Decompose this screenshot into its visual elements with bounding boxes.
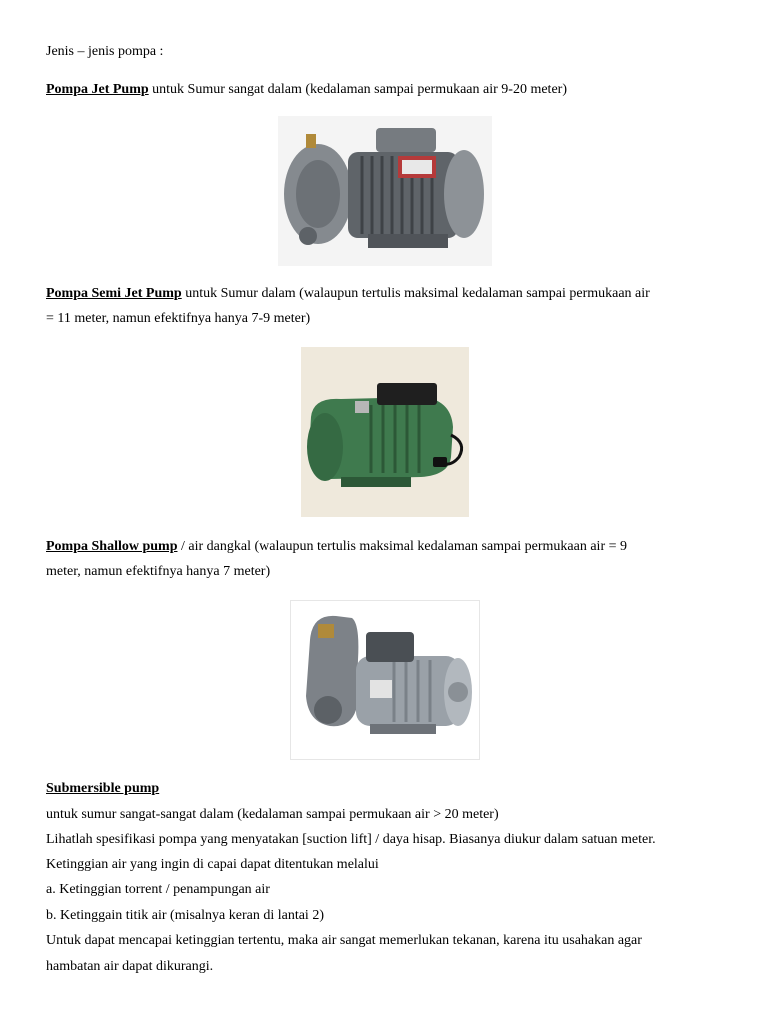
desc-shallow-pump-2: meter, namun efektifnya hanya 7 meter) bbox=[46, 564, 271, 579]
heading-semi-jet-pump: Pompa Semi Jet Pump bbox=[46, 286, 182, 301]
jet-pump-image bbox=[278, 116, 492, 266]
semi-jet-pump-image bbox=[301, 347, 469, 517]
desc-semi-jet-pump-1: untuk Sumur dalam (walaupun tertulis maksimal kedalaman sampai permukaan air bbox=[181, 286, 650, 301]
submersible-line-4: a. Ketinggian torrent / penampungan air bbox=[46, 882, 270, 897]
submersible-line-2: Lihatlah spesifikasi pompa yang menyatakan [suction lift] / daya hisap. Biasanya diukur dalam satuan meter. bbox=[46, 832, 656, 847]
section-shallow-pump bbox=[46, 534, 726, 559]
submersible-line-7: hambatan air dapat dikurangi. bbox=[46, 959, 214, 974]
submersible-line-3: Ketinggian air yang ingin di capai dapat ditentukan melalui bbox=[46, 857, 379, 872]
section-jet-pump bbox=[46, 77, 726, 102]
shallow-pump-image bbox=[290, 600, 480, 760]
heading-submersible-pump: Submersible pump bbox=[46, 781, 160, 796]
intro-text: Jenis – jenis pompa : bbox=[46, 44, 164, 59]
section-submersible-pump bbox=[46, 776, 726, 801]
desc-jet-pump: untuk Sumur sangat dalam (kedalaman sampai permukaan air 9-20 meter) bbox=[148, 82, 567, 97]
submersible-line-1: untuk sumur sangat-sangat dalam (kedalaman sampai permukaan air > 20 meter) bbox=[46, 807, 499, 822]
submersible-line-5: b. Ketinggain titik air (misalnya keran di lantai 2) bbox=[46, 908, 324, 923]
heading-shallow-pump: Pompa Shallow pump bbox=[46, 539, 178, 554]
heading-jet-pump: Pompa Jet Pump bbox=[46, 82, 149, 97]
submersible-line-6: Untuk dapat mencapai ketinggian tertentu, maka air sangat memerlukan tekanan, karena itu usahakan agar bbox=[46, 933, 642, 948]
section-semi-jet-pump bbox=[46, 281, 726, 306]
desc-semi-jet-pump-2: = 11 meter, namun efektifnya hanya 7-9 meter) bbox=[46, 311, 311, 326]
desc-shallow-pump-1: / air dangkal (walaupun tertulis maksimal kedalaman sampai permukaan air = 9 bbox=[177, 539, 628, 554]
